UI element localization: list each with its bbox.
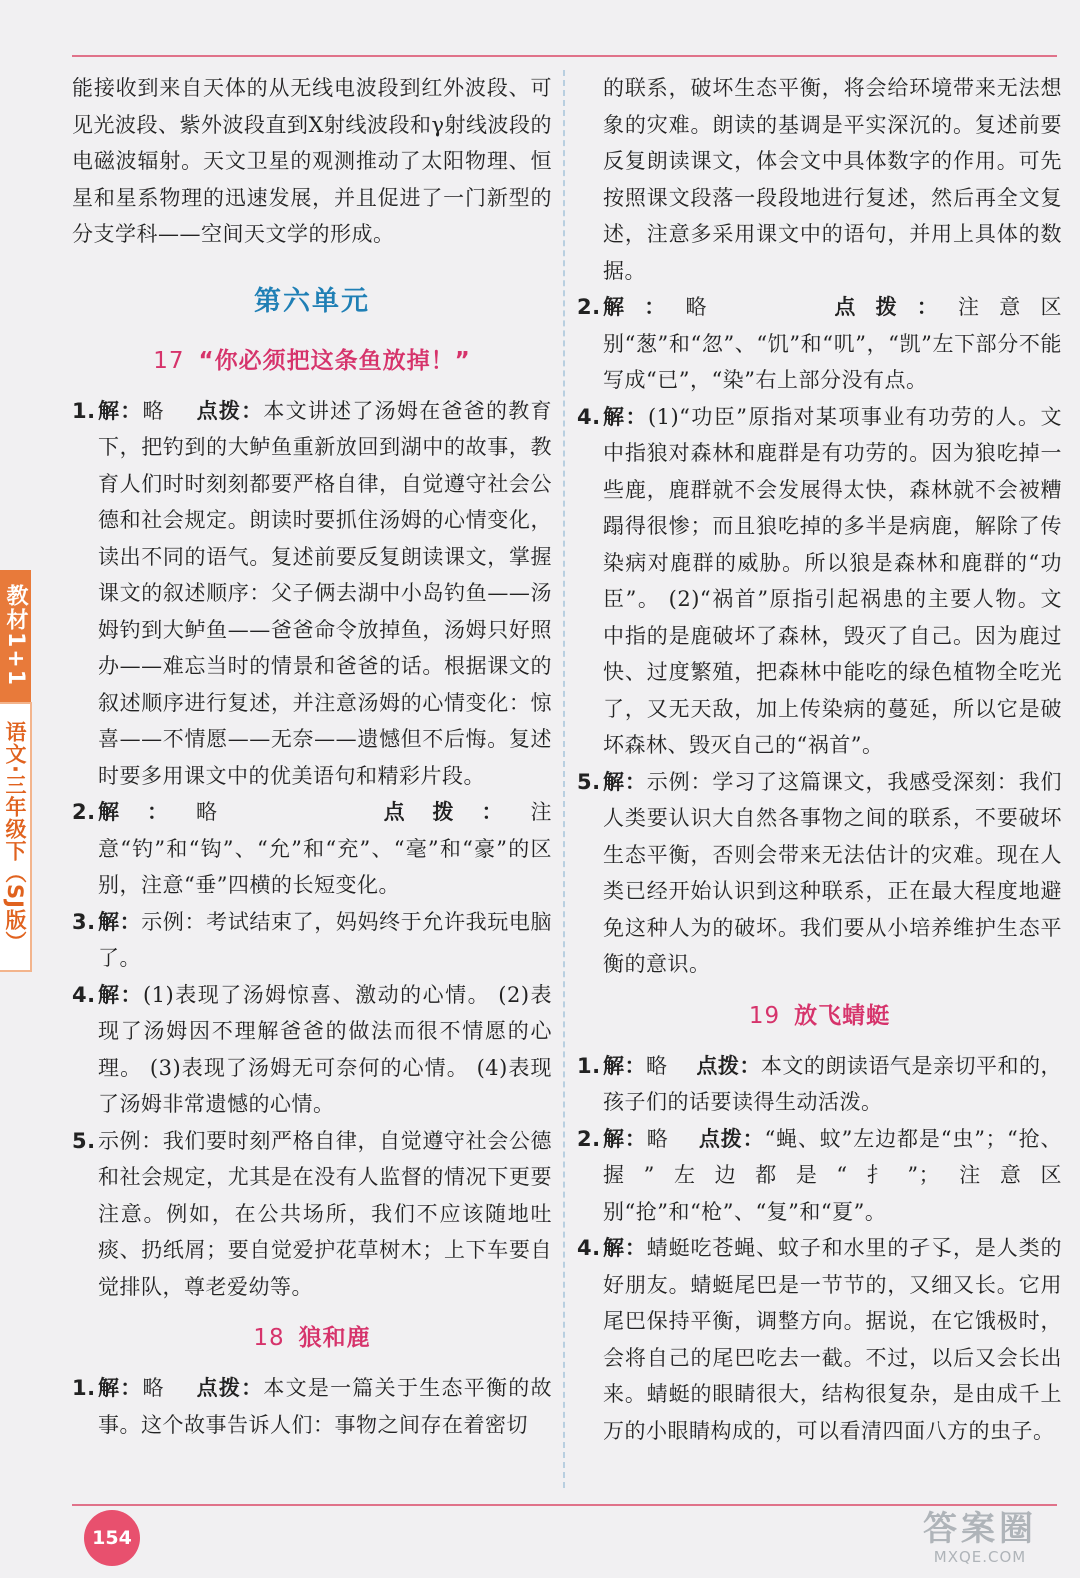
unit-title: 第六单元	[254, 285, 370, 317]
lesson-17-number: 17	[153, 347, 185, 374]
lesson-19-name: 放飞蜻蜓	[794, 1002, 891, 1029]
answer-item: 1. 解：略 点拨：本文的朗读语气是亲切平和的，孩子们的话要读得生动活泼。	[577, 1053, 1063, 1114]
bottom-rule	[72, 1504, 1057, 1506]
side-tab-subject: 语文·三年级下（SJ版）	[0, 702, 32, 972]
intro-paragraph: 能接收到来自天体的从无线电波段到红外波段、可见光波段、紫外波段直到X射线波段和γ射线波段的电磁波辐射。天文卫星的观测推动了太阳物理、恒星和星系物理的迅速发展，并且促进了一门新型的分支学科——空间天文学的形成。	[72, 76, 552, 246]
answer-item: 2. 解：略 点拨：“蝇、蚊”左边都是“虫”；“抢、握”左边都是“扌”；注意区别“抢”和“枪”、“复”和“夏”。	[577, 1126, 1062, 1224]
continued-paragraph: 的联系，破坏生态平衡，将会给环境带来无法想象的灾难。朗读的基调是平实深沉的。复述前要反复朗读课文，体会文中具体数字的作用。可先按照课文段落一段段地进行复述，然后再全文复述，注意多采用课文中的语句，并用上具体的数据。	[603, 76, 1062, 283]
column-divider	[563, 70, 565, 1488]
answer-item: 4. 解：(1)表现了汤姆惊喜、激动的心情。 (2)表现了汤姆因不理解爸爸的做法而很不情愿的心理。 (3)表现了汤姆无可奈何的心情。 (4)表现了汤姆非常遗憾的心情。	[72, 982, 552, 1116]
lesson-19-number: 19	[748, 1002, 781, 1029]
side-tab-series: 教材1+1	[0, 570, 31, 702]
side-tab	[0, 570, 56, 972]
watermark-logo: 答案圈 MXQE.COM	[923, 1509, 1037, 1566]
lesson-18-name: 狼和鹿	[298, 1325, 371, 1351]
right-column	[577, 70, 1062, 1449]
lesson-17-title	[72, 342, 552, 375]
page-number: 154	[84, 1510, 140, 1566]
top-rule	[72, 55, 1057, 57]
lesson-19-title	[577, 997, 1062, 1030]
lesson-18-number: 18	[253, 1325, 285, 1351]
lesson-18-title	[72, 1319, 552, 1352]
answer-item: 4. 解：(1)“功臣”原指对某项事业有功劳的人。文中指狼对森林和鹿群是有功劳的。因为狼吃掉一些鹿，鹿群就不会发展得太快，森林就不会被糟蹋得很惨；而且狼吃掉的多半是病鹿，解除了传染病对鹿群的威胁。所以狼是森林和鹿群的“功臣”。 (2)“祸首”原指引起祸患的主要人物。文中指的是鹿破坏了森林，毁灭了自己。因为鹿过快、过度繁殖，把森林中能吃的绿色植物全吃光了，又无天敌，加上传染病的蔓延，所以它是破坏森林、毁灭自己的“祸首”。	[577, 404, 1063, 757]
answer-item: 2. 解：略 点拨：注意“钓”和“钩”、“允”和“充”、“毫”和“豪”的区别，注意“垂”四横的长短变化。	[72, 800, 553, 897]
answer-item: 1. 解：略 点拨：本文讲述了汤姆在爸爸的教育下，把钓到的大鲈鱼重新放回到湖中的故事，教育人们时时刻刻都要严格自律，自觉遵守社会公德和社会规定。朗读时要抓住汤姆的心情变化，读出不同的语气。复述前要反复朗读课文，掌握课文的叙述顺序：父子俩去湖中小岛钓鱼——汤姆钓到大鲈鱼——爸爸命令放掉鱼，汤姆只好照办——难忘当时的情景和爸爸的话。根据课文的叙述顺序进行复述，并注意汤姆的心情变化：惊喜——不情愿——无奈——遗憾但不后悔。复述时要多用课文中的优美语句和精彩片段。	[72, 398, 553, 788]
left-column	[72, 70, 552, 1443]
answer-item: 4. 解：蜻蜓吃苍蝇、蚊子和水里的孑孓，是人类的好朋友。蜻蜓尾巴是一节节的，又细又长。它用尾巴保持平衡，调整方向。据说，在它饿极时，会将自己的尾巴吃去一截。不过，以后又会长出来。蜻蜓的眼睛很大，结构很复杂，是由成千上万的小眼睛构成的，可以看清四面八方的虫子。	[577, 1236, 1062, 1443]
lesson-17-name: “你必须把这条鱼放掉！”	[198, 347, 471, 374]
answer-item: 5. 解：示例：学习了这篇课文，我感受深刻：我们人类要认识大自然各事物之间的联系，不要破坏生态平衡，否则会带来无法估计的灾难。现在人类已经开始认识到这种联系，正在最大程度地避免这种人为的破坏。我们要从小培养维护生态平衡的意识。	[577, 769, 1062, 976]
answer-item: 2. 解：略 点拨：注意区别“葱”和“忽”、“饥”和“叽”，“凯”左下部分不能写成“已”，“染”右上部分没有点。	[577, 295, 1063, 392]
answer-item: 3. 解：示例：考试结束了，妈妈终于允许我玩电脑了。	[72, 909, 552, 970]
answer-item: 5. 示例：我们要时刻严格自律，自觉遵守社会公德和社会规定，尤其是在没有人监督的情况下更要注意。例如，在公共场所，我们不应该随地吐痰、扔纸屑；要自觉爱护花草树木；上下车要自觉排队，尊老爱幼等。	[72, 1128, 552, 1299]
answer-item: 1. 解：略 点拨：本文是一篇关于生态平衡的故事。这个故事告诉人们：事物之间存在着密切	[72, 1376, 553, 1437]
